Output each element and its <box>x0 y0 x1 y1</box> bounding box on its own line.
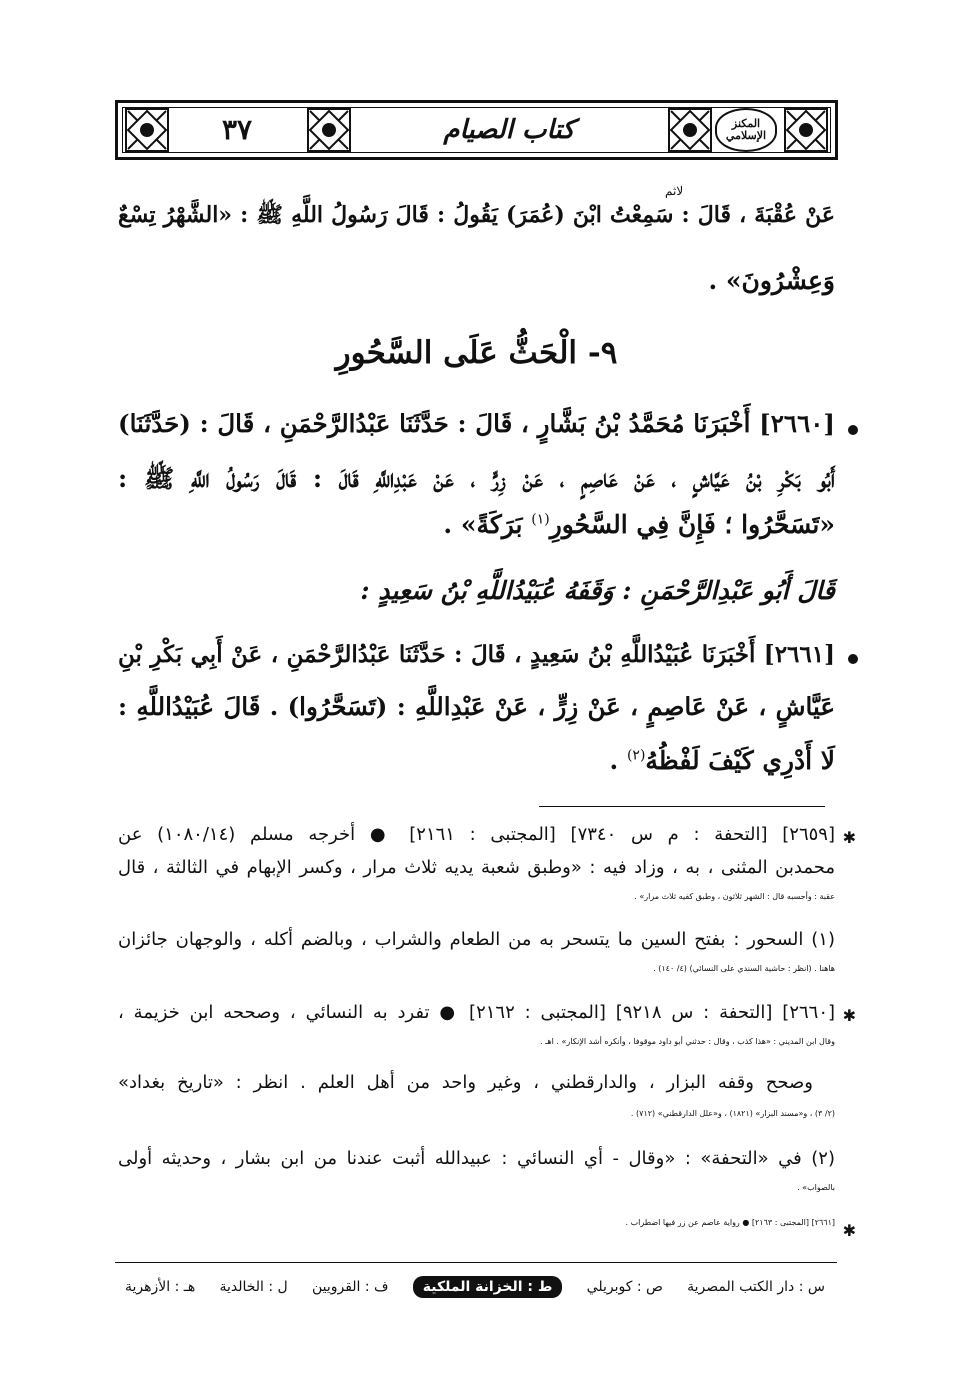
hadith-2661-line1: [٢٦٦١] أَخْبَرَنَا عُبَيْدُاللَّهِ بْنُ سَعِيدٍ ، قَالَ : حَدَّثَنَا عَبْدُالرَّحْمَنِ ، عَنْ أَبِي بَكْرِ بْنِ <box>118 641 835 668</box>
bullet-icon <box>848 425 858 435</box>
hadith-2660-line3-text: «تَسَحَّرُوا ؛ فَإِنَّ فِي السَّحُورِ <box>549 510 835 539</box>
siglum-item: ف : القرويين <box>311 1279 389 1295</box>
para1-line2: وَعِشْرُونَ» . <box>708 266 835 295</box>
hadith-2661-line3-end: . <box>609 746 627 775</box>
ornament-icon <box>306 107 352 153</box>
asterisk-icon: ✱ <box>842 828 856 847</box>
hadith-2661-line3-text: لَا أَدْرِي كَيْفَ لَفْظُهُ <box>645 746 835 775</box>
footnote-2-line2: بالصواب» . <box>797 1183 835 1192</box>
footnote-ref-2: (٢) <box>626 747 646 764</box>
siglum-item: ص : كوبريلي <box>586 1279 663 1295</box>
book-title: كتاب الصيام <box>443 115 575 145</box>
hadith-2660-line3 <box>443 512 835 537</box>
siglum-item: هـ : الأزهرية <box>125 1279 196 1295</box>
footnote-2660-line2: وقال ابن المديني : «هذا كذب ، وقال : حدثني أبو داود موقوفا ، وأنكره أشد الإنكار» . اهـ . <box>540 1037 835 1046</box>
footnote-2660-line3: وصحح وقفه البزار ، والدارقطني ، وغير واحد من أهل العلم . انظر : «تاريخ بغداد» <box>118 1072 813 1093</box>
footer-rule <box>115 1262 837 1263</box>
hadith-2661-line2: عَيَّاشٍ ، عَنْ عَاصِمٍ ، عَنْ زِرٍّ ، عَنْ عَبْدِاللَّهِ : (تَسَحَّرُوا) . قَالَ عُبَيْدُاللَّهِ : <box>118 692 835 721</box>
asterisk-icon: ✱ <box>842 1006 856 1025</box>
footnote-2660-line4: (٢/ ٣) ، و«مسند البزار» (١٨٢١) ، و«علل الدارقطني» (٧١٢) . <box>630 1109 835 1118</box>
footnote-1-line1: (١) السحور : بفتح السين ما يتسحر به من الطعام والشراب ، وبالضم أكله ، والوجهان جائزان <box>118 929 835 950</box>
asterisk-icon: ✱ <box>842 1221 856 1240</box>
hadith-2660-line3-end: بَرَكَةً» . <box>443 510 523 539</box>
footnote-separator <box>539 806 825 807</box>
footnote-2660-line1: [٢٦٦٠] [التحفة : س ٩٢١٨] [المجتبى : ٢١٦٢] ● تفرد به النسائي ، وصححه ابن خزيمة ، <box>118 1002 836 1023</box>
page-header <box>115 100 838 160</box>
footnote-ref-1: (١) <box>531 511 550 528</box>
hadith-2661-line3 <box>610 748 835 773</box>
siglum-item: ل : الخالدية <box>219 1279 288 1295</box>
para1-line1: عَنْ عُقْبَةَ ، قَالَ : سَمِعْتُ ابْنَ (عُمَرَ) يَقُولُ : قَالَ رَسُولُ اللَّهِ ﷺ : «الشَّهْرُ تِسْعٌ <box>118 202 835 228</box>
manuscript-sigla-legend <box>125 1274 825 1300</box>
hadith-2660-line2: أَبُو بَكْرِ بْنُ عَيَّاشٍ ، عَنْ عَاصِمٍ ، عَنْ زِرٍّ ، عَنْ عَبْدِاللَّهِ قَالَ : قَالَ رَسُولُ اللَّهِ ﷺ : <box>118 464 835 493</box>
footnote-2659-line3: عقبة : وأحسبه قال : الشهر ثلاثون ، وطبق كفيه ثلاث مرار» . <box>634 892 835 901</box>
footnote-2659-line2: محمدبن المثنى ، به ، وزاد فيه : «وطبق شعبة يديه ثلاث مرار ، وكسر الإبهام في الثالثة ، قال <box>118 857 835 878</box>
chapter-heading: ٩- الْحَثُّ عَلَى السَّحُورِ <box>335 335 618 371</box>
hadith-2660-line1: [٢٦٦٠] أَخْبَرَنَا مُحَمَّدُ بْنُ بَشَّارٍ ، قَالَ : حَدَّثَنَا عَبْدُالرَّحْمَنِ ، قَالَ : (حَدَّثَنَا) <box>118 409 835 438</box>
page-number: ٣٧ <box>221 112 253 146</box>
footnote-2-line1: (٢) في «التحفة» : «وقال - أي النسائي : عبيدالله أثبت عندنا من ابن بشار ، وحديثه أولى <box>118 1148 835 1169</box>
footnote-2661-line1: [٢٦٦١] [المجتبى : ٢١٦٣] ● رواية عاصم عن زر فيها اضطراب . <box>625 1218 835 1227</box>
footnote-2659-line1: [٢٦٥٩] [التحفة : م س ٧٣٤٠] [المجتبى : ٢١٦١] ● أخرجه مسلم (١٠٨٠/١٤) عن <box>118 824 835 845</box>
ornament-icon <box>783 107 829 153</box>
siglum-item-highlighted: ط : الخزانة الملكية <box>413 1276 563 1298</box>
ornament-icon <box>667 107 713 153</box>
bullet-icon <box>848 654 858 664</box>
footnote-1-line2: هاهنا . (انظر : حاشية السندي على النسائي) (٤/ ١٤٠) . <box>653 964 835 973</box>
marginal-note: لاثم <box>665 184 684 198</box>
publisher-logo: المكنز الإسلامي <box>715 108 777 152</box>
author-comment: قَالَ أَبُو عَبْدِالرَّحْمَنِ : وَقَفَهُ عُبَيْدُاللَّهِ بْنُ سَعِيدٍ : <box>360 576 835 605</box>
siglum-item: س : دار الكتب المصرية <box>687 1279 825 1295</box>
ornament-icon <box>124 107 170 153</box>
